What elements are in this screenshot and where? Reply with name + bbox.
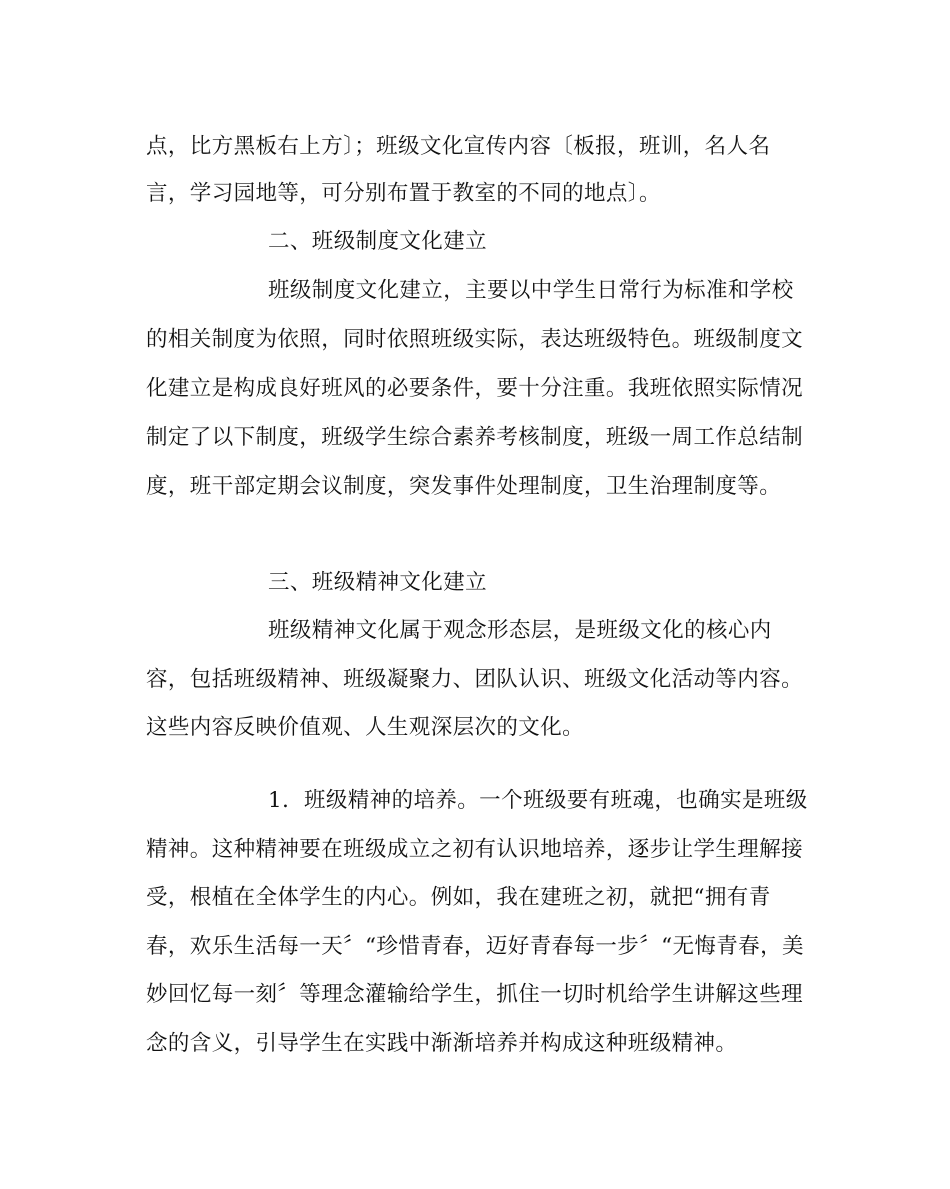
body-text-line: 容，包括班级精神、班级凝聚力、团队认识、班级文化活动等内容。 (146, 667, 804, 692)
body-text-line: 制定了以下制度，班级学生综合素养考核制度，班级一周工作总结制 (146, 425, 804, 450)
section-heading: 二、班级制度文化建立 (268, 229, 488, 254)
body-text-line: 度，班干部定期会议制度，突发事件处理制度，卫生治理制度等。 (146, 474, 782, 499)
body-text-line: 妙回忆每一刻〞等理念灌输给学生，抓住一切时机给学生讲解这些理 (146, 982, 804, 1007)
paragraph-first-line: 班级制度文化建立，主要以中学生日常行为标准和学校 (268, 278, 794, 303)
body-text-line: 的相关制度为依照，同时依照班级实际，表达班级特色。班级制度文 (146, 327, 804, 352)
paragraph-first-line: 1．班级精神的培养。一个班级要有班魂，也确实是班级 (268, 788, 808, 813)
body-text-line: 受，根植在全体学生的内心。例如，我在建班之初，就把“拥有青 (146, 885, 771, 910)
paragraph-first-line: 班级精神文化属于观念形态层，是班级文化的核心内 (268, 618, 772, 643)
body-text-line: 精神。这种精神要在班级成立之初有认识地培养，逐步让学生理解接 (146, 837, 804, 862)
body-text-line: 言，学习园地等，可分别布置于教室的不同的地点〕。 (146, 181, 661, 206)
body-text-line: 念的含义，引导学生在实践中渐渐培养并构成这种班级精神。 (146, 1031, 738, 1056)
body-text-line: 化建立是构成良好班风的必要条件，要十分注重。我班依照实际情况 (146, 376, 804, 401)
body-text-line: 这些内容反映价值观、人生观深层次的文化。 (146, 715, 585, 740)
body-text-line: 点，比方黑板右上方〕；班级文化宣传内容〔板报，班训，名人名 (146, 134, 771, 159)
body-text-line: 春，欢乐生活每一天〞“珍惜青春，迈好青春每一步〞“无悔青春，美 (146, 934, 804, 959)
section-heading: 三、班级精神文化建立 (268, 570, 488, 595)
